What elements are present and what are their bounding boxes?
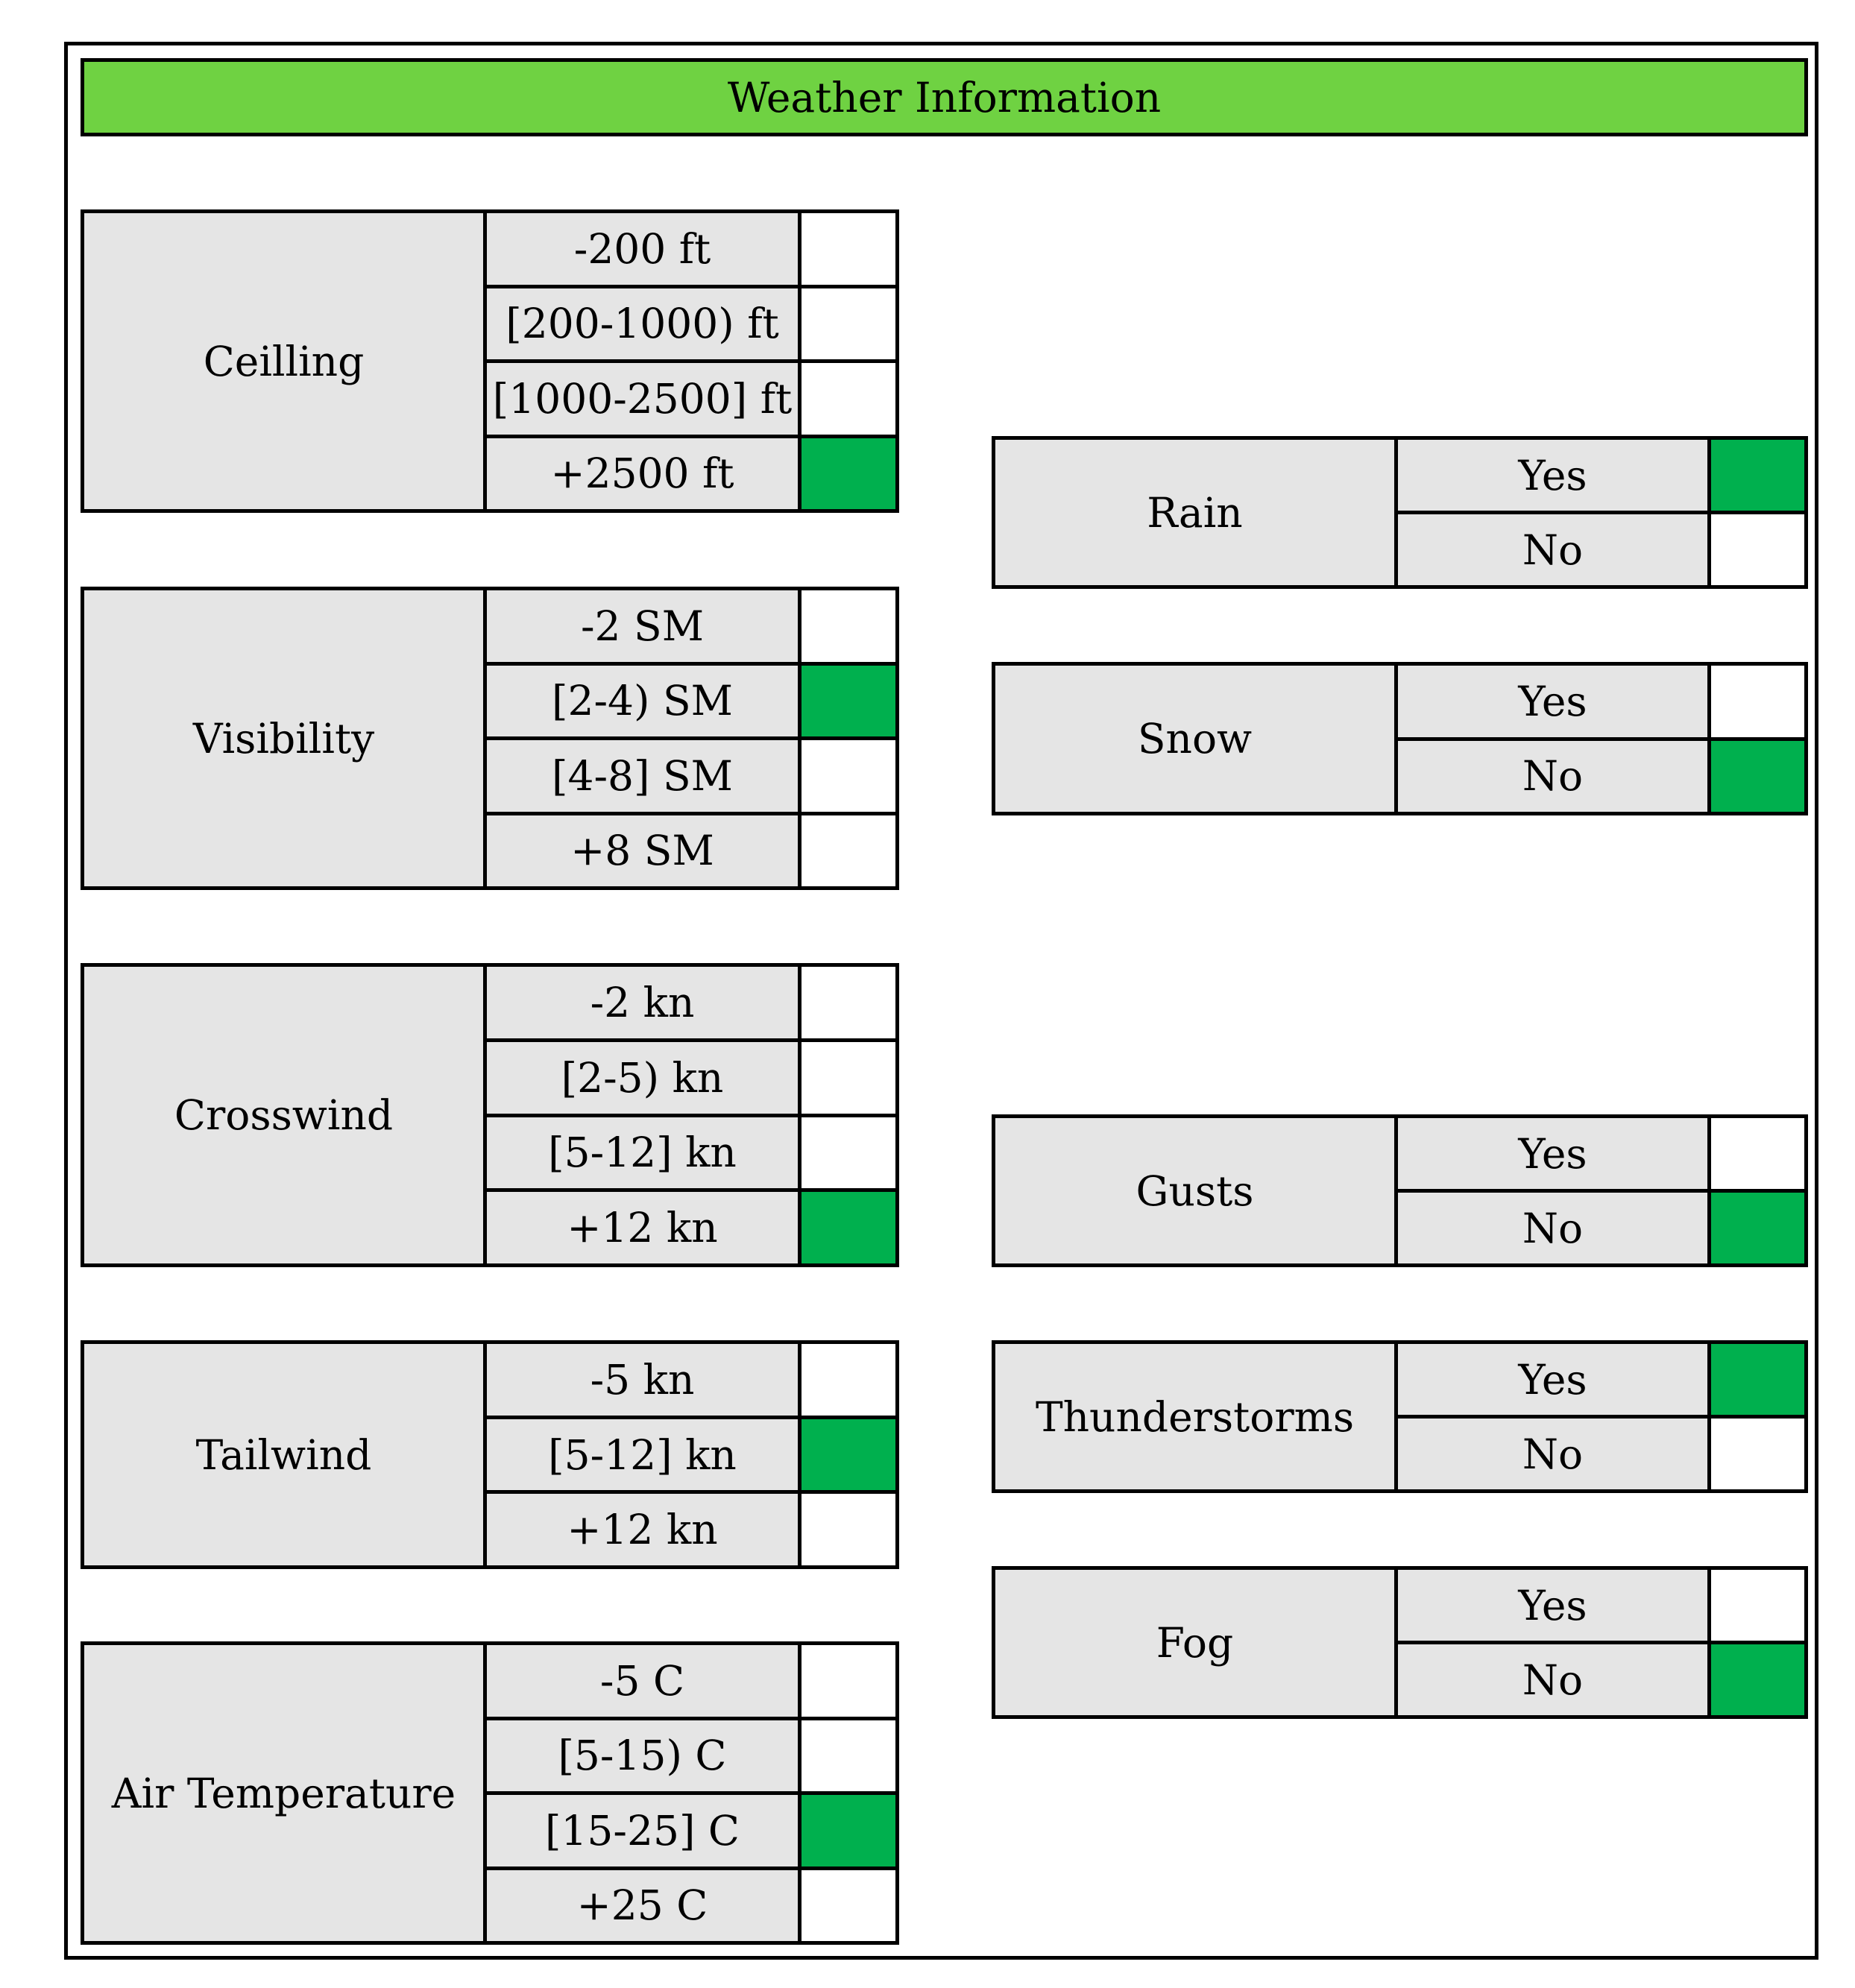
option-row xyxy=(487,1188,895,1263)
option-label: -5 C xyxy=(487,1645,798,1717)
option-label: -2 kn xyxy=(487,967,798,1038)
option-label: No xyxy=(1398,1644,1707,1715)
option-row xyxy=(487,736,895,812)
page-title: Weather Information xyxy=(81,58,1808,136)
option-checkbox[interactable] xyxy=(1707,1644,1804,1715)
group-label: Ceilling xyxy=(84,213,487,509)
option-row xyxy=(487,1038,895,1114)
option-checkbox[interactable] xyxy=(798,1344,895,1416)
group-label: Tailwind xyxy=(84,1344,487,1565)
option-label: [5-12] kn xyxy=(487,1117,798,1189)
option-label: [2-5) kn xyxy=(487,1042,798,1114)
ceiling-group xyxy=(81,209,899,513)
option-label: Yes xyxy=(1398,440,1707,511)
option-label: -2 SM xyxy=(487,590,798,662)
option-checkbox[interactable] xyxy=(1707,1344,1804,1415)
option-checkbox[interactable] xyxy=(798,740,895,812)
option-checkbox[interactable] xyxy=(1707,440,1804,511)
group-label: Gusts xyxy=(995,1118,1398,1263)
crosswind-group xyxy=(81,963,899,1267)
option-checkbox[interactable] xyxy=(1707,741,1804,812)
option-checkbox[interactable] xyxy=(798,438,895,510)
option-checkbox[interactable] xyxy=(798,1795,895,1866)
group-label: Air Temperature xyxy=(84,1645,487,1941)
option-list xyxy=(487,590,895,886)
option-label: [5-15) C xyxy=(487,1720,798,1792)
option-label: +12 kn xyxy=(487,1494,798,1565)
option-label: Yes xyxy=(1398,1118,1707,1189)
option-list xyxy=(487,1645,895,1941)
option-list xyxy=(1398,1344,1804,1489)
option-label: +2500 ft xyxy=(487,438,798,510)
air-temperature-group xyxy=(81,1641,899,1945)
option-row xyxy=(487,1791,895,1866)
option-checkbox[interactable] xyxy=(798,213,895,285)
option-checkbox[interactable] xyxy=(798,1720,895,1792)
group-label: Snow xyxy=(995,666,1398,812)
option-row xyxy=(1398,1189,1804,1263)
option-row xyxy=(1398,440,1804,511)
option-row xyxy=(487,967,895,1038)
option-checkbox[interactable] xyxy=(1707,514,1804,585)
visibility-group xyxy=(81,587,899,890)
option-label: Yes xyxy=(1398,1344,1707,1415)
option-row xyxy=(487,435,895,510)
option-row xyxy=(487,1344,895,1416)
option-checkbox[interactable] xyxy=(798,590,895,662)
option-row xyxy=(487,590,895,662)
option-label: No xyxy=(1398,1419,1707,1489)
option-label: +8 SM xyxy=(487,815,798,887)
option-row xyxy=(487,1114,895,1189)
option-label: No xyxy=(1398,741,1707,812)
option-checkbox[interactable] xyxy=(1707,1193,1804,1263)
option-row xyxy=(487,213,895,285)
option-label: Yes xyxy=(1398,666,1707,737)
option-checkbox[interactable] xyxy=(798,363,895,435)
option-checkbox[interactable] xyxy=(798,1645,895,1717)
option-checkbox[interactable] xyxy=(798,967,895,1038)
option-checkbox[interactable] xyxy=(798,1419,895,1491)
option-row xyxy=(487,359,895,435)
thunderstorms-group xyxy=(992,1340,1808,1493)
option-row xyxy=(487,285,895,360)
option-list xyxy=(487,1344,895,1565)
option-label: [2-4) SM xyxy=(487,666,798,737)
option-label: No xyxy=(1398,1193,1707,1263)
option-list xyxy=(1398,666,1804,812)
option-row xyxy=(1398,1641,1804,1715)
option-checkbox[interactable] xyxy=(798,1870,895,1942)
option-label: No xyxy=(1398,514,1707,585)
option-label: [4-8] SM xyxy=(487,740,798,812)
option-row xyxy=(1398,666,1804,737)
option-row xyxy=(1398,737,1804,812)
option-checkbox[interactable] xyxy=(798,288,895,360)
option-list xyxy=(487,213,895,509)
option-row xyxy=(487,1416,895,1491)
option-list xyxy=(487,967,895,1263)
option-row xyxy=(1398,511,1804,585)
option-label: +25 C xyxy=(487,1870,798,1942)
rain-group xyxy=(992,436,1808,589)
option-label: [1000-2500] ft xyxy=(487,363,798,435)
option-label: [15-25] C xyxy=(487,1795,798,1866)
option-label: [5-12] kn xyxy=(487,1419,798,1491)
option-checkbox[interactable] xyxy=(798,1117,895,1189)
option-row xyxy=(487,1866,895,1942)
option-label: [200-1000) ft xyxy=(487,288,798,360)
group-label: Fog xyxy=(995,1570,1398,1715)
option-row xyxy=(1398,1344,1804,1415)
option-checkbox[interactable] xyxy=(1707,1570,1804,1641)
option-checkbox[interactable] xyxy=(798,1192,895,1263)
option-row xyxy=(487,662,895,737)
option-checkbox[interactable] xyxy=(798,1494,895,1565)
option-list xyxy=(1398,440,1804,585)
option-label: -5 kn xyxy=(487,1344,798,1416)
group-label: Thunderstorms xyxy=(995,1344,1398,1489)
option-checkbox[interactable] xyxy=(1707,1118,1804,1189)
option-row xyxy=(487,1717,895,1792)
group-label: Rain xyxy=(995,440,1398,585)
option-list xyxy=(1398,1118,1804,1263)
option-checkbox[interactable] xyxy=(1707,666,1804,737)
option-checkbox[interactable] xyxy=(798,666,895,737)
option-label: Yes xyxy=(1398,1570,1707,1641)
option-row xyxy=(1398,1118,1804,1189)
group-label: Crosswind xyxy=(84,967,487,1263)
gusts-group xyxy=(992,1114,1808,1267)
group-label: Visibility xyxy=(84,590,487,886)
option-checkbox[interactable] xyxy=(798,1042,895,1114)
tailwind-group xyxy=(81,1340,899,1569)
snow-group xyxy=(992,662,1808,815)
option-checkbox[interactable] xyxy=(1707,1419,1804,1489)
option-row xyxy=(487,812,895,887)
option-list xyxy=(1398,1570,1804,1715)
fog-group xyxy=(992,1566,1808,1719)
option-label: -200 ft xyxy=(487,213,798,285)
option-label: +12 kn xyxy=(487,1192,798,1263)
option-checkbox[interactable] xyxy=(798,815,895,887)
option-row xyxy=(487,1645,895,1717)
option-row xyxy=(1398,1570,1804,1641)
option-row xyxy=(487,1490,895,1565)
option-row xyxy=(1398,1415,1804,1489)
